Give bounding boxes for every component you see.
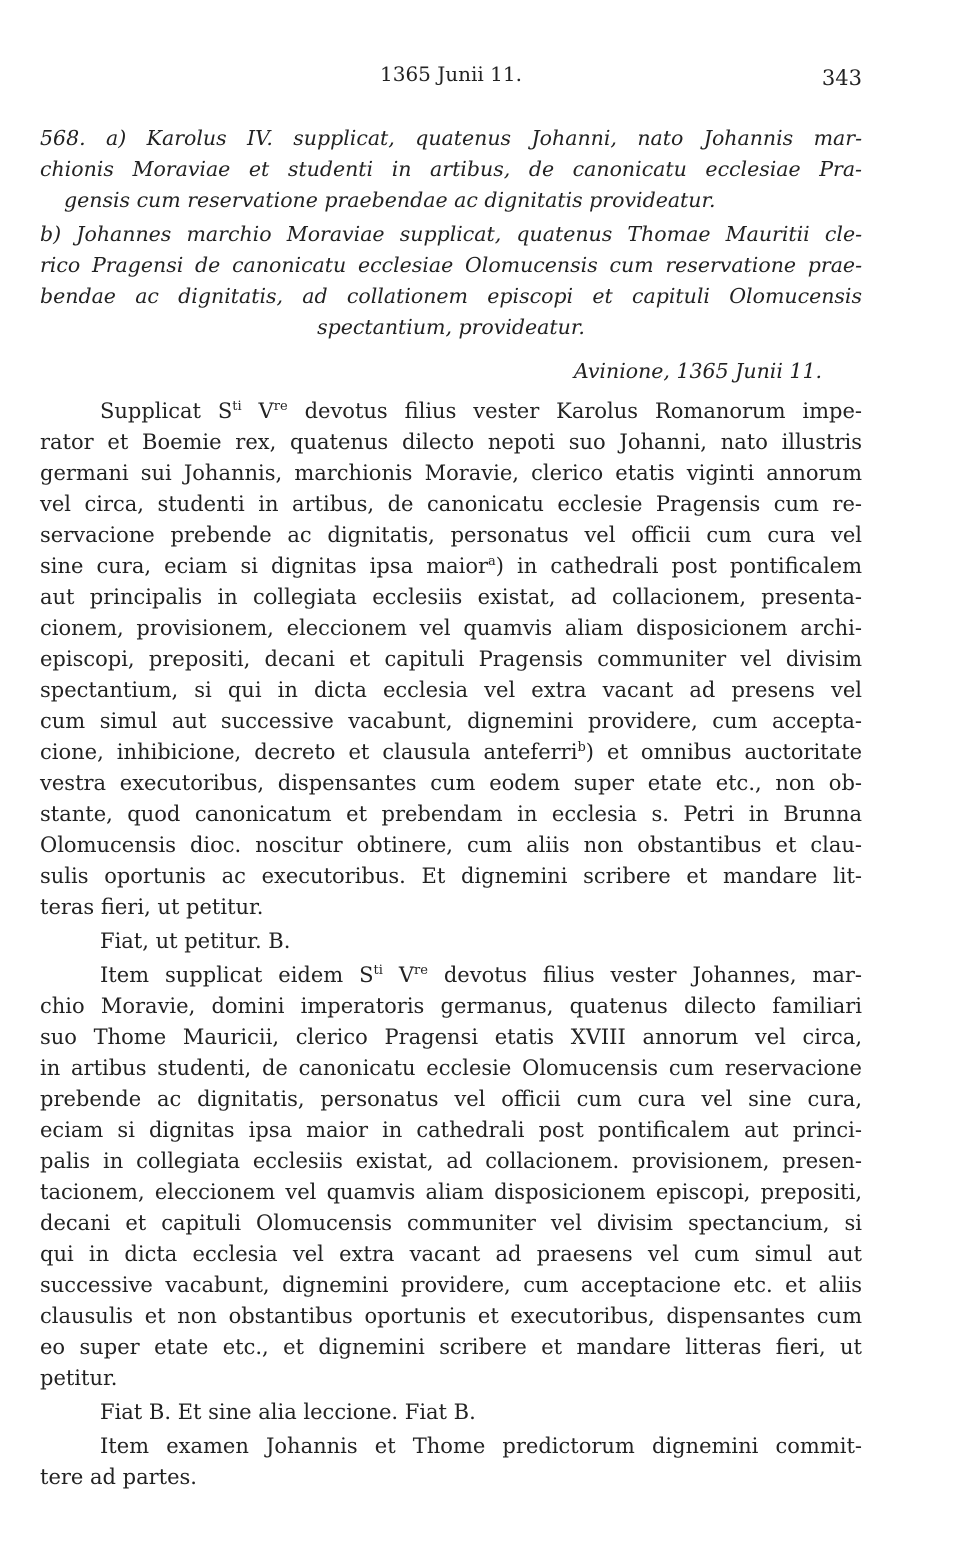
body-line: qui in dicta ecclesia vel extra vacant ad praesens vel cum simul aut xyxy=(40,1242,862,1266)
body-line: cione, inhibicione, decreto et clausula anteferri$^b$) et omnibus auctoritate xyxy=(40,740,862,764)
body-line: eo super etate etc., et dignemini scribere et mandare litteras fieri, ut xyxy=(40,1335,862,1359)
body-line: germani sui Johannis, marchionis Moravie, clerico etatis viginti annorum xyxy=(40,461,862,485)
regest-line: b) Johannes marchio Moraviae supplicat, quatenus Thomae Mauritii cle- xyxy=(40,222,862,246)
body-line: cionem, provisionem, eleccionem vel quamvis aliam disposicionem archi- xyxy=(40,616,862,640)
body-line: aut principalis in collegiata ecclesiis existat, ad collacionem, presenta- xyxy=(40,585,862,609)
body-line: tacionem, eleccionem vel quamvis aliam disposicionem episcopi, prepositi, xyxy=(40,1180,862,1204)
running-title: 1365 Junii 11. xyxy=(380,62,522,86)
body-line: servacione prebende ac dignitatis, personatus vel officii cum cura vel xyxy=(40,523,862,547)
body-line: Fiat, ut petitur. B. xyxy=(100,929,291,953)
regest-line: spectantium, provideatur. xyxy=(317,315,585,339)
body-line: Fiat B. Et sine alia leccione. Fiat B. xyxy=(100,1400,476,1424)
body-line: vestra executoribus, dispensantes cum eodem super etate etc., non ob- xyxy=(40,771,862,795)
body-line: sine cura, eciam si dignitas ipsa maior$^a$) in cathedrali post pontificalem xyxy=(40,554,862,578)
dating-line: Avinione, 1365 Junii 11. xyxy=(573,359,822,383)
body-line: teras fieri, ut petitur. xyxy=(40,895,264,919)
body-line: successive vacabunt, dignemini providere, cum acceptacione etc. et aliis xyxy=(40,1273,862,1297)
body-line: stante, quod canonicatum et prebendam in ecclesia s. Petri in Brunna xyxy=(40,802,862,826)
body-line: petitur. xyxy=(40,1366,118,1390)
body-line: vel circa, studenti in artibus, de canonicatu ecclesie Pragensis cum re- xyxy=(40,492,862,516)
regest-line: chionis Moraviae et studenti in artibus, de canonicatu ecclesiae Pra- xyxy=(40,157,862,181)
body-line: decani et capituli Olomucensis communiter vel divisim spectancium, si xyxy=(40,1211,862,1235)
body-line: suo Thome Mauricii, clerico Pragensi etatis XVIII annorum vel circa, xyxy=(40,1025,862,1049)
body-line: eciam si dignitas ipsa maior in cathedrali post pontificalem aut princi- xyxy=(40,1118,862,1142)
body-line: tere ad partes. xyxy=(40,1465,197,1489)
page-number: 343 xyxy=(821,66,862,90)
page-header xyxy=(40,62,862,92)
body-line: clausulis et non obstantibus oportunis et executoribus, dispensantes cum xyxy=(40,1304,862,1328)
body-line: rator et Boemie rex, quatenus dilecto nepoti suo Johanni, nato illustris xyxy=(40,430,862,454)
regest-line: rico Pragensi de canonicatu ecclesiae Olomucensis cum reservatione prae- xyxy=(40,253,862,277)
regest-line: 568. a) Karolus IV. supplicat, quatenus Johanni, nato Johannis mar- xyxy=(40,126,862,150)
body-line: Olomucensis dioc. noscitur obtinere, cum aliis non obstantibus et clau- xyxy=(40,833,862,857)
body-line: Supplicat $S^{ti}$ Vre devotus filius vester Karolus Romanorum impe- xyxy=(100,399,863,423)
body-line: in artibus studenti, de canonicatu ecclesie Olomucensis cum reservacione xyxy=(40,1056,862,1080)
body-line: sulis oportunis ac executoribus. Et dignemini scribere et mandare lit- xyxy=(40,864,862,888)
body-line: episcopi, prepositi, decani et capituli Pragensis communiter vel divisim xyxy=(40,647,862,671)
body-line: cum simul aut successive vacabunt, dignemini providere, cum accepta- xyxy=(40,709,862,733)
regest-line: gensis cum reservatione praebendae ac dignitatis provideatur. xyxy=(64,188,716,212)
body-line: chio Moravie, domini imperatoris germanus, quatenus dilecto familiari xyxy=(40,994,862,1018)
body-line: Item supplicat eidem $S^{ti}$ Vre devotus filius vester Johannes, mar- xyxy=(100,963,862,987)
body-line: palis in collegiata ecclesiis existat, ad collacionem. provisionem, presen- xyxy=(40,1149,862,1173)
body-line: Item examen Johannis et Thome predictorum dignemini commit- xyxy=(100,1434,862,1458)
body-line: prebende ac dignitatis, personatus vel officii cum cura vel sine cura, xyxy=(40,1087,862,1111)
regest-line: bendae ac dignitatis, ad collationem episcopi et capituli Olomucensis xyxy=(40,284,862,308)
body-line: spectantium, si qui in dicta ecclesia vel extra vacant ad presens vel xyxy=(40,678,862,702)
